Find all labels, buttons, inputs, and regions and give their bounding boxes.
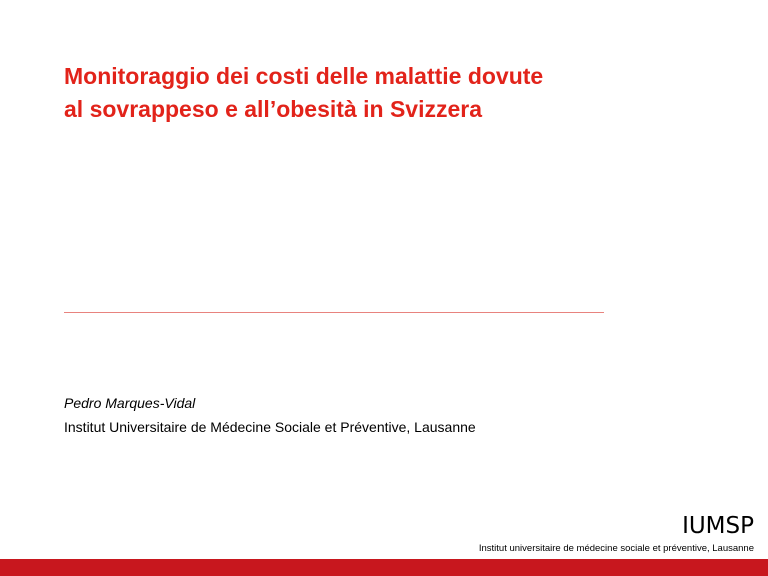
author-affiliation: Institut Universitaire de Médecine Sociale et Préventive, Lausanne: [64, 419, 476, 435]
slide-title-line-2: al sovrappeso e all’obesità in Svizzera: [64, 96, 483, 122]
title-divider: [64, 312, 604, 313]
slide-title-line-1: Monitoraggio dei costi delle malattie dovute: [64, 63, 544, 89]
slide-title: [64, 60, 724, 126]
author-name: Pedro Marques-Vidal: [64, 395, 196, 411]
footer-bar: [0, 559, 768, 576]
iumsp-logo-subtitle: Institut universitaire de médecine sociale et préventive, Lausanne: [478, 543, 754, 554]
iumsp-logo: IUMSP: [682, 513, 754, 539]
